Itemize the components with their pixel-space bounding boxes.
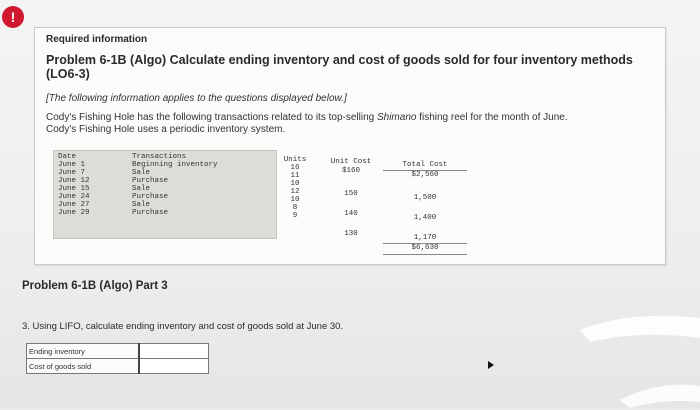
units-cell: 10	[290, 180, 300, 188]
cogs-cell	[139, 359, 209, 374]
date-cell: June 27	[58, 201, 90, 209]
units-cell: 8	[292, 204, 298, 212]
date-cell: June 1	[58, 161, 86, 169]
transactions-header: Transactions	[132, 153, 187, 161]
unit-cost-cell: 130	[344, 230, 358, 238]
unit-cost-cell: 140	[344, 210, 358, 218]
total-cost-cell: $2,560	[411, 171, 439, 179]
total-cost-cell: 1,170	[413, 234, 437, 242]
units-header: Units	[283, 156, 307, 164]
total-cost-column	[383, 161, 467, 255]
units-cell: 12	[290, 188, 300, 196]
ending-inventory-cell	[139, 344, 209, 359]
question-text: 3. Using LIFO, calculate ending inventory and cost of goods sold at June 30.	[22, 321, 344, 332]
date-cell: June 15	[58, 185, 90, 193]
units-cell: 16	[290, 164, 300, 172]
answer-row	[27, 359, 209, 374]
transaction-cell: Sale	[132, 169, 151, 177]
date-cell: June 24	[58, 193, 90, 201]
unit-cost-cell: $160	[341, 167, 360, 175]
date-cell: June 29	[58, 209, 90, 217]
unit-cost-header: Unit Cost	[330, 158, 372, 166]
grand-total: $6,630	[383, 243, 467, 253]
transaction-cell: Purchase	[132, 193, 169, 201]
cogs-label: Cost of goods sold	[27, 359, 140, 374]
units-column	[281, 156, 309, 220]
info-note: [The following information applies to the questions displayed below.]	[46, 93, 347, 104]
required-information-heading: Required information	[46, 34, 148, 45]
date-cell: June 12	[58, 177, 90, 185]
description-text-1: Cody's Fishing Hole has the following transactions related to its top-selling	[46, 112, 377, 123]
answer-table	[26, 343, 209, 374]
total-cost-cell: 1,400	[413, 214, 437, 222]
description-text-2: fishing reel for the month of June.	[416, 112, 568, 123]
problem-description	[46, 112, 656, 136]
problem-title: Problem 6-1B (Algo) Calculate ending inventory and cost of goods sold for four inventory methods (LO6-3)	[46, 53, 633, 81]
transactions-table	[53, 150, 277, 239]
answer-row	[27, 344, 209, 359]
part-title: Problem 6-1B (Algo) Part 3	[22, 280, 168, 292]
unit-cost-cell: 150	[344, 190, 358, 198]
date-column	[58, 153, 90, 217]
transactions-column	[132, 153, 218, 217]
units-cell: 9	[292, 212, 298, 220]
grand-total-underline	[383, 254, 467, 255]
ending-inventory-label: Ending inventory	[27, 344, 140, 359]
total-cost-cell: 1,500	[413, 194, 437, 202]
transaction-cell: Purchase	[132, 177, 169, 185]
units-cell: 11	[290, 172, 300, 180]
transaction-cell: Sale	[132, 201, 151, 209]
required-information-card	[34, 27, 666, 265]
date-header: Date	[58, 153, 77, 161]
unit-cost-column	[325, 158, 377, 238]
total-cost-header: Total Cost	[383, 161, 467, 171]
transaction-cell: Beginning inventory	[132, 161, 218, 169]
cogs-input[interactable]	[142, 359, 206, 373]
alert-icon[interactable]: !	[2, 6, 24, 28]
transaction-cell: Purchase	[132, 209, 169, 217]
units-cell: 10	[290, 196, 300, 204]
ending-inventory-input[interactable]	[142, 344, 206, 358]
transaction-cell: Sale	[132, 185, 151, 193]
mouse-cursor-icon	[488, 361, 494, 369]
description-text-3: Cody's Fishing Hole uses a periodic inventory system.	[46, 124, 286, 135]
date-cell: June 7	[58, 169, 86, 177]
description-brand: Shimano	[376, 112, 417, 123]
